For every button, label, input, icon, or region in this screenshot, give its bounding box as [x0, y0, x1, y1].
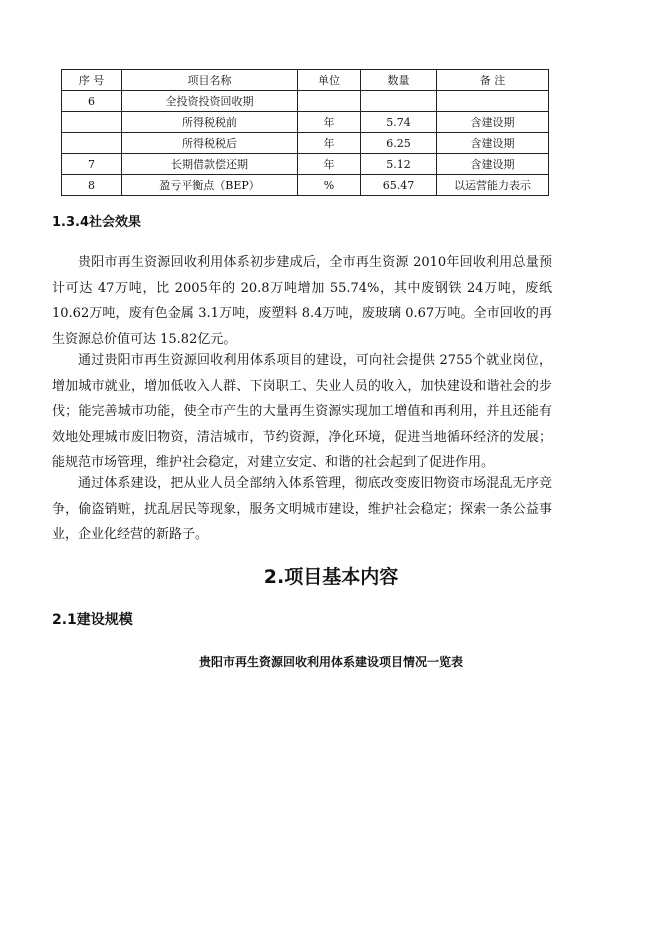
table-header-row: [62, 70, 549, 91]
cell-seq: 8: [62, 175, 122, 196]
cell-quantity: [361, 91, 437, 112]
cell-unit: 年: [298, 133, 361, 154]
section-heading-social-effects: 1.3.4社会效果: [52, 215, 142, 230]
cell-item-name: 全投资投资回收期: [122, 91, 298, 112]
header-unit: 单位: [298, 70, 361, 91]
cell-unit: 年: [298, 112, 361, 133]
table-row: [62, 133, 549, 154]
chapter-title: 2.项目基本内容: [263, 566, 399, 588]
table-row: [62, 91, 549, 112]
cell-note: 含建设期: [437, 133, 549, 154]
cell-note: [437, 91, 549, 112]
cell-note: 含建设期: [437, 112, 549, 133]
cell-quantity: 5.12: [361, 154, 437, 175]
cell-seq: [62, 112, 122, 133]
cell-seq: 7: [62, 154, 122, 175]
table-row: [62, 112, 549, 133]
cell-unit: 年: [298, 154, 361, 175]
header-seq: 序 号: [62, 70, 122, 91]
cell-item-name: 所得税税后: [122, 133, 298, 154]
cell-item-name: 所得税税前: [122, 112, 298, 133]
paragraph-recycling-volume: 贵阳市再生资源回收利用体系初步建成后，全市再生资源 2010年回收利用总量预计可达 47万吨，比 2005年的 20.8万吨增加 55.74%，其中废钢铁 24万吨，废纸 10.62万吨，废有色金属 3.1万吨，废塑料 8.4万吨，废玻璃 0.67万吨。全市回收的再生资源总价值可达 15.82亿元。: [52, 255, 552, 347]
header-note: 备 注: [437, 70, 549, 91]
table-row: [62, 154, 549, 175]
header-quantity: 数量: [361, 70, 437, 91]
header-item-name: 项目名称: [122, 70, 298, 91]
cell-quantity: 5.74: [361, 112, 437, 133]
cell-quantity: 6.25: [361, 133, 437, 154]
financial-indicators-table: [61, 69, 549, 196]
cell-item-name: 长期借款偿还期: [122, 154, 298, 175]
cell-note: 含建设期: [437, 154, 549, 175]
cell-seq: 6: [62, 91, 122, 112]
cell-item-name: 盈亏平衡点（BEP）: [122, 175, 298, 196]
paragraph-employment-benefits: 通过贵阳市再生资源回收利用体系项目的建设，可向社会提供 2755个就业岗位，增加城市就业，增加低收入人群、下岗职工、失业人员的收入，加快建设和谐社会的步伐；能完善城市功能，使全市产生的大量再生资源实现加工增值和再利用，并且还能有效地处理城市废旧物资，清洁城市，节约资源，净化环境，促进当地循环经济的发展；能规范市场管理，维护社会稳定，对建立安定、和谐的社会起到了促进作用。: [52, 353, 552, 470]
paragraph-system-management: 通过体系建设，把从业人员全部纳入体系管理，彻底改变废旧物资市场混乱无序竞争，偷盗销赃，扰乱居民等现象，服务文明城市建设，维护社会稳定；探索一条公益事业，企业化经营的新路子。: [52, 476, 552, 542]
cell-quantity: 65.47: [361, 175, 437, 196]
table-row: [62, 175, 549, 196]
section-heading-construction-scale: 2.1建设规模: [52, 612, 133, 628]
cell-seq: [62, 133, 122, 154]
table-caption: 贵阳市再生资源回收利用体系建设项目情况一览表: [198, 655, 463, 669]
cell-unit: %: [298, 175, 361, 196]
cell-note: 以运营能力表示: [437, 175, 549, 196]
cell-unit: [298, 91, 361, 112]
